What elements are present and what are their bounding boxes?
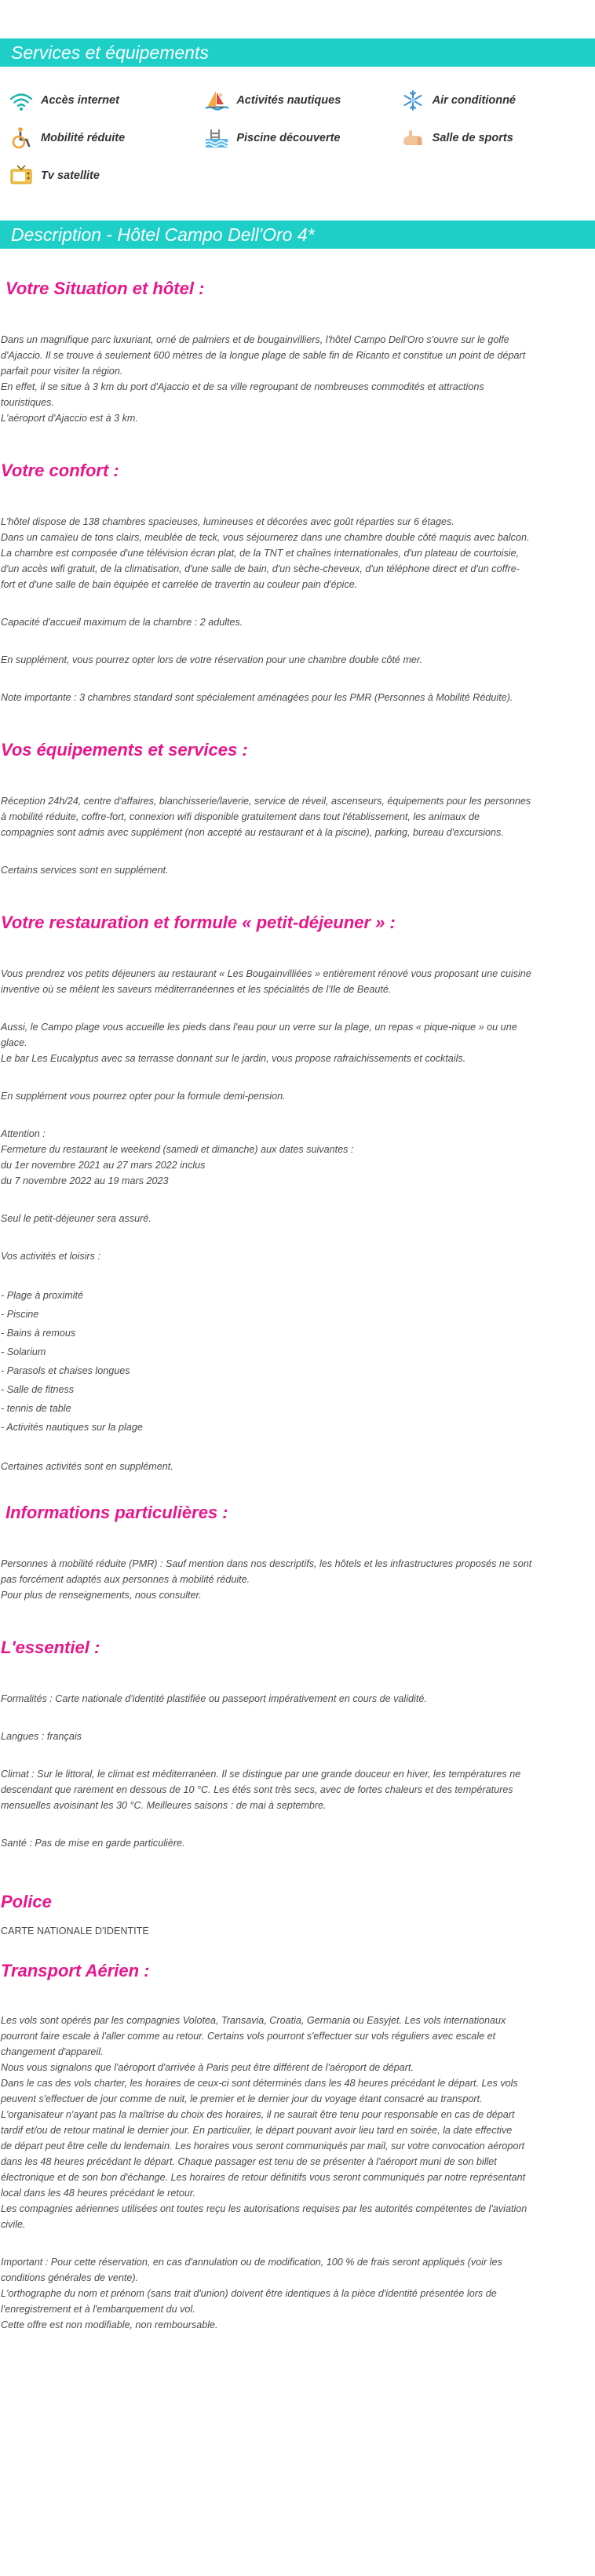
equipements-text (1, 793, 595, 878)
text-line: Nous vous signalons que l'aéroport d'arrivée à Paris peut être différent de l'aéroport de départ. (1, 2062, 414, 2073)
text-line: mensuelles avoisinant les 30 °C. Meilleures saisons : de mai à septembre. (1, 1800, 327, 1811)
section-title-transport: Transport Aérien : (1, 1961, 150, 1980)
text-line: Important : Pour cette réservation, en cas d'annulation ou de modification, 100 % de frais seront appliqués (voir les (1, 2257, 502, 2268)
text-line: l'enregistrement et à l'embarquement du vol. (1, 2304, 195, 2315)
text-line: tardif et/ou de retour matinal le dernier jour. En particulier, le départ pouvant avoir lieu tard en soirée, la date effective (1, 2125, 513, 2136)
snowflake-icon (400, 89, 426, 112)
text-line: touristiques. (1, 397, 54, 408)
text-line: L'hôtel dispose de 138 chambres spacieuses, lumineuses et décorées avec goût réparties sur 6 étages. (1, 516, 454, 527)
text-line: Vos activités et loisirs : (1, 1251, 100, 1262)
infos-text (1, 1556, 595, 1603)
text-line: Certaines activités sont en supplément. (1, 1461, 173, 1472)
text-line: local dans les 48 heures précédant le retour. (1, 2188, 196, 2199)
text-line: d'Ajaccio. Il se trouve à seulement 600 mètres de la longue plage de sable fin de Ricanto et constitue un point de départ (1, 350, 526, 361)
text-line: inventive où se mêlent les saveurs méditerranéennes et les spécialités de l'Ile de Beauté. (1, 984, 392, 995)
text-line: Le bar Les Eucalyptus avec sa terrasse donnant sur le jardin, vous propose rafraichissements et cocktails. (1, 1053, 466, 1064)
text-line: Certains services sont en supplément. (1, 865, 169, 876)
text-line: Dans un magnifique parc luxuriant, orné de palmiers et de bougainvilliers, l'hôtel Campo Dell'Oro s'ouvre sur le golfe (1, 334, 509, 345)
tv-icon (8, 164, 35, 188)
text-line: En supplément, vous pourrez opter lors de votre réservation pour une chambre double côté mer. (1, 654, 423, 665)
text-line: Note importante : 3 chambres standard sont spécialement aménagées pour les PMR (Personnes à Mobilité Réduite). (1, 692, 513, 703)
text-line: Réception 24h/24, centre d'affaires, blanchisserie/laverie, service de réveil, ascenseurs, équipements pour les personnes (1, 796, 531, 807)
text-line: civile. (1, 2219, 26, 2230)
amenity-label: Activités nautiques (236, 94, 341, 107)
amenity-label: Salle de sports (432, 132, 513, 144)
text-line: Climat : Sur le littoral, le climat est méditerranéen. Il se distingue par une grande douceur en hiver, les températures ne (1, 1769, 521, 1780)
section-title-equipements: Vos équipements et services : (1, 740, 248, 760)
amenity-nautical (203, 89, 399, 112)
text-line: de départ peut être celle du lendemain. Les horaires vous seront communiqués par mail, sur votre convocation aéroport (1, 2141, 525, 2152)
text-line: Langues : français (1, 1731, 82, 1742)
text-line: conditions générales de vente). (1, 2272, 139, 2283)
section-title-situation: Votre Situation et hôtel : (5, 279, 205, 298)
text-line: pourront faire escale à l'aller comme au retour. Certains vols pourront s'effectuer sur vols réguliers avec escale et (1, 2031, 496, 2042)
text-line: à mobilité réduite, coffre-fort, connexion wifi disponible gratuitement dans tout l'établissement, les animaux de (1, 811, 480, 822)
description-body (0, 279, 595, 2333)
text-line: La chambre est composée d'une télévision écran plat, de la TNT et chaînes internationales, d'un plateau de courtoisie, (1, 548, 520, 559)
text-line: descendant que rarement en dessous de 10 °C. Les étés sont très secs, avec de fortes chaleurs et des températures (1, 1784, 513, 1795)
list-item: - Activités nautiques sur la plage (1, 1422, 143, 1433)
section-title-essentiel: L'essentiel : (1, 1638, 100, 1657)
amenity-label: Air conditionné (432, 94, 516, 107)
text-line: Fermeture du restaurant le weekend (samedi et dimanche) aux dates suivantes : (1, 1144, 354, 1155)
text-line: parfait pour visiter la région. (1, 366, 123, 377)
text-line: pas forcément adaptés aux personnes à mobilité réduite. (1, 1574, 250, 1585)
text-line: En supplément vous pourrez opter pour la formule demi-pension. (1, 1091, 286, 1102)
police-text: CARTE NATIONALE D'IDENTITE (1, 1926, 149, 1937)
essentiel-text (1, 1691, 595, 1851)
text-line: Les compagnies aériennes utilisées ont toutes reçu les autorisations requises par les autorités compétentes de l'aviation (1, 2203, 527, 2214)
text-line: En effet, il se situe à 3 km du port d'Ajaccio et de sa ville regroupant de nombreuses commodités et attractions (1, 381, 484, 392)
text-line: Dans le cas des vols charter, les horaires de ceux-ci sont déterminés dans les 48 heures précédant le départ. Les vols (1, 2078, 518, 2089)
amenity-label: Mobilité réduite (41, 132, 126, 144)
list-item: - Piscine (1, 1309, 39, 1320)
wifi-icon (8, 89, 35, 112)
text-line: électronique et de son bon d'échange. Les horaires de retour définitifs vous seront communiqués par notre représentant (1, 2172, 526, 2183)
services-header: Services et équipements (0, 38, 595, 67)
text-line: changement d'appareil. (1, 2046, 104, 2057)
list-item: - Salle de fitness (1, 1384, 75, 1395)
text-line: Dans un camaïeu de tons clairs, meublée de teck, vous séjournerez dans une chambre double côté maquis avec balcon. (1, 532, 530, 543)
list-item: - Plage à proximité (1, 1290, 83, 1301)
amenity-ac (400, 89, 595, 112)
list-item: - Parasols et chaises longues (1, 1365, 130, 1376)
list-item: - tennis de table (1, 1403, 71, 1414)
text-line: glace. (1, 1037, 27, 1048)
list-item: - Bains à remous (1, 1328, 76, 1339)
text-line: Santé : Pas de mise en garde particulière. (1, 1838, 185, 1849)
restauration-text (1, 966, 595, 1474)
transport-text (1, 2013, 595, 2333)
text-line: Les vols sont opérés par les compagnies Volotea, Transavia, Croatia, Germania ou Easyjet. Les vols internationaux (1, 2015, 506, 2026)
text-line: L'organisateur n'ayant pas la maîtrise du choix des horaires, il ne saurait être tenu pour responsable en cas de départ (1, 2109, 515, 2120)
text-line: Aussi, le Campo plage vous accueille les pieds dans l'eau pour un verre sur la plage, un repas « pique-nique » ou une (1, 1022, 517, 1033)
wheelchair-icon (8, 126, 35, 150)
situation-text (1, 332, 595, 426)
text-line: peuvent s'effectuer de jour comme de nuit, le premier et le dernier jour du voyage étant consacré au transport. (1, 2093, 483, 2104)
amenities-list (0, 67, 595, 206)
text-line: Attention : (1, 1128, 46, 1139)
text-line: dans les 48 heures précédant le départ. Chaque passager est tenu de se présenter à l'aéroport muni de son billet (1, 2156, 497, 2167)
amenity-label: Piscine découverte (236, 132, 341, 144)
amenity-label: Accès internet (41, 94, 119, 107)
activities-list (1, 1286, 595, 1437)
text-line: d'un accès wifi gratuit, de la climatisation, d'une salle de bain, d'un sèche-cheveux, d'un téléphone direct et d'un coffre- (1, 563, 520, 574)
text-line: Seul le petit-déjeuner sera assuré. (1, 1213, 151, 1224)
list-item: - Solarium (1, 1346, 46, 1357)
dumbbell-icon (400, 126, 426, 150)
text-line: du 7 novembre 2022 au 19 mars 2023 (1, 1175, 169, 1186)
amenity-label: Tv satellite (41, 169, 100, 182)
text-line: fort et d'une salle de bain équipée et carrelée de travertin au couleur pain d'épice. (1, 579, 358, 590)
text-line: L'orthographe du nom et prénom (sans trait d'union) doivent être identiques à la pièce d'identité présentée lors de (1, 2288, 497, 2299)
section-title-restauration: Votre restauration et formule « petit-déjeuner » : (1, 913, 396, 932)
amenity-gym (400, 126, 595, 150)
text-line: Pour plus de renseignements, nous consulter. (1, 1590, 202, 1601)
text-line: Capacité d'accueil maximum de la chambre : 2 adultes. (1, 617, 243, 628)
section-title-infos: Informations particulières : (5, 1503, 228, 1522)
text-line: Formalités : Carte nationale d'identité plastifiée ou passeport impérativement en cours de validité. (1, 1693, 427, 1704)
amenity-pool (203, 126, 399, 150)
description-header: Description - Hôtel Campo Dell'Oro 4* (0, 220, 595, 249)
windsurf-icon (203, 89, 230, 112)
text-line: Vous prendrez vos petits déjeuners au restaurant « Les Bougainvilliées » entièrement rénové vous proposant une cuisine (1, 968, 531, 979)
text-line: compagnies sont admis avec supplément (non accepté au restaurant et à la piscine), parking, bureau d'excursions. (1, 827, 504, 838)
text-line: Personnes à mobilité réduite (PMR) : Sauf mention dans nos descriptifs, les hôtels et les infrastructures proposés ne sont (1, 1558, 532, 1569)
text-line: du 1er novembre 2021 au 27 mars 2022 inclus (1, 1160, 206, 1171)
amenity-mobility (8, 126, 203, 150)
text-line: Cette offre est non modifiable, non remboursable. (1, 2319, 218, 2330)
section-title-confort: Votre confort : (1, 461, 119, 480)
amenity-internet (8, 89, 203, 112)
pool-icon (203, 126, 230, 150)
text-line: L'aéroport d'Ajaccio est à 3 km. (1, 413, 138, 424)
amenity-tv (8, 164, 206, 188)
section-title-police: Police (1, 1892, 52, 1911)
confort-text (1, 514, 595, 705)
